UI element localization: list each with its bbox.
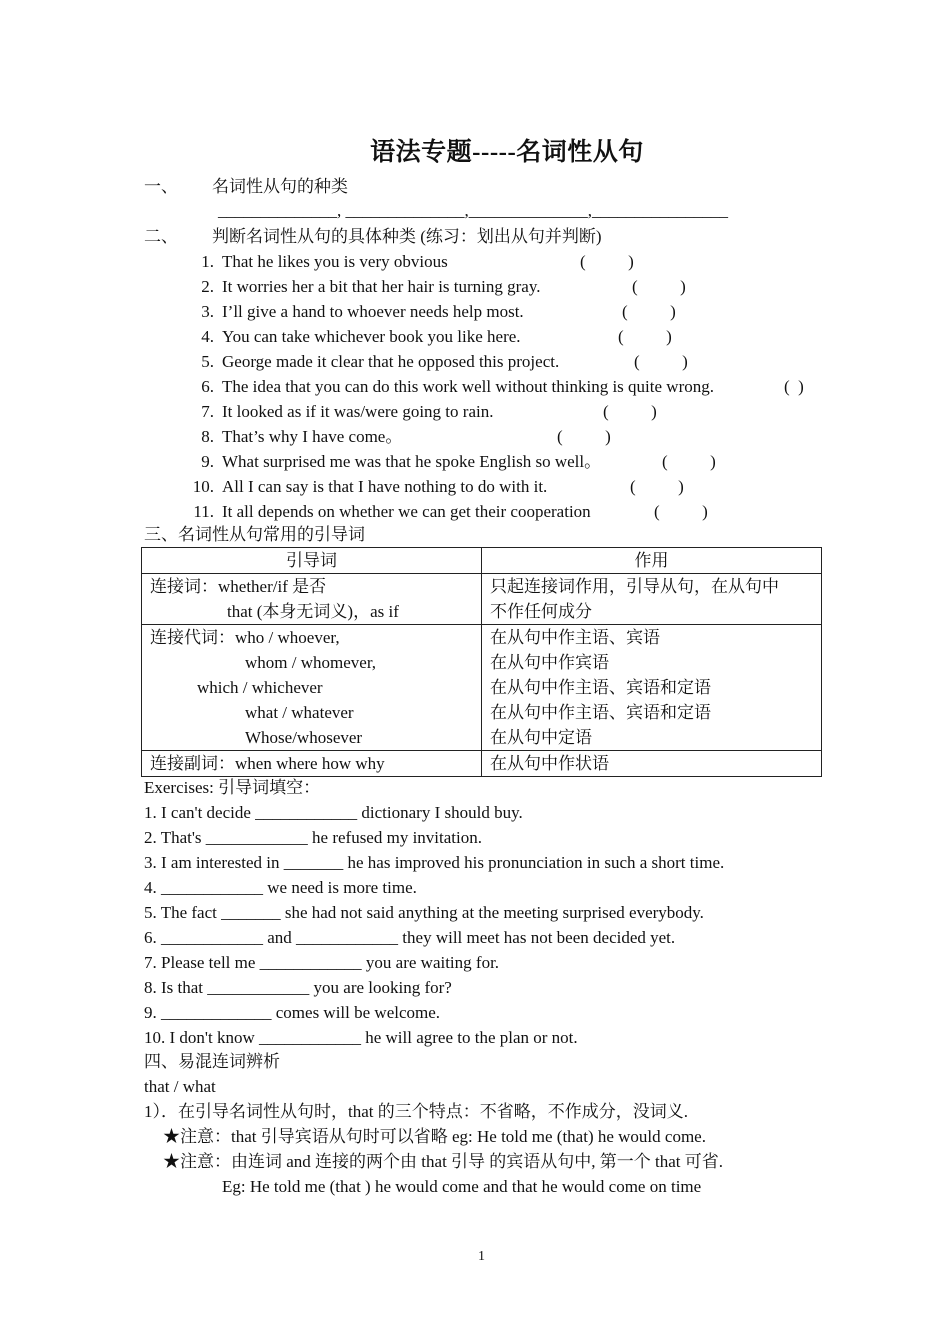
list-item-number: 7. xyxy=(201,402,214,421)
list-item-text: That he likes you is very obvious xyxy=(222,252,448,271)
section-3-heading: 三、名词性从句常用的引导词 xyxy=(144,525,365,544)
table-cell xyxy=(142,625,482,751)
answer-parentheses: ( ) xyxy=(557,427,611,446)
list-item-text: You can take whichever book you like here. xyxy=(222,327,521,346)
list-item-number: 8. xyxy=(201,427,214,446)
table-header-connector: 引导词 xyxy=(142,548,482,574)
table-cell-line: 只起连接词作用，引导从句，在从句中 xyxy=(490,577,779,596)
answer-parentheses: ( ) xyxy=(634,352,688,371)
answer-parentheses: ( ) xyxy=(662,452,716,471)
page-title: 语法专题-----名词性从句 xyxy=(370,139,644,166)
exercise-item: 2. That's ____________ he refused my invitation. xyxy=(144,828,482,847)
exercise-item: 3. I am interested in _______ he has improved his pronunciation in such a short time. xyxy=(144,853,725,872)
list-item-text: That’s why I have come。 xyxy=(222,427,403,446)
answer-parentheses: ( ) xyxy=(580,252,634,271)
list-item xyxy=(186,326,521,348)
exercises-heading: Exercises: 引导词填空： xyxy=(144,778,321,797)
exercise-item: 6. ____________ and ____________ they will meet has not been decided yet. xyxy=(144,928,676,947)
section-2-number: 二、 xyxy=(144,227,178,246)
exercise-item: 1. I can't decide ____________ dictionary I should buy. xyxy=(144,803,523,822)
list-item xyxy=(186,301,524,323)
list-item-text: What surprised me was that he spoke English so well。 xyxy=(222,452,602,471)
list-item xyxy=(186,451,601,473)
list-item-text: George made it clear that he opposed this project. xyxy=(222,352,560,371)
list-item xyxy=(186,426,402,448)
answer-parentheses: ( ) xyxy=(603,402,657,421)
table-row xyxy=(142,751,822,777)
section-1-heading xyxy=(144,176,348,198)
table-cell xyxy=(142,574,482,625)
exercise-item: 8. Is that ____________ you are looking for? xyxy=(144,978,452,997)
section-4-note-2: ★注意：由连词 and 连接的两个由 that 引导 的宾语从句中, 第一个 that 可省. xyxy=(163,1152,724,1171)
page-number: 1 xyxy=(478,1249,485,1264)
section-1-number: 一、 xyxy=(144,177,178,196)
answer-parentheses: ( ) xyxy=(622,302,676,321)
table-cell-line: 在从句中作宾语 xyxy=(490,653,609,672)
answer-parentheses: ( ) xyxy=(618,327,672,346)
list-item xyxy=(186,401,493,423)
section-2-heading xyxy=(144,226,602,248)
table-cell-line: 在从句中作主语、宾语 xyxy=(490,628,660,647)
answer-parentheses: ( ) xyxy=(654,502,708,521)
list-item-text: It all depends on whether we can get their cooperation xyxy=(222,502,591,521)
list-item xyxy=(186,276,541,298)
section-4-subheading: that / what xyxy=(144,1077,216,1096)
list-item-number: 1. xyxy=(201,252,214,271)
list-item xyxy=(186,251,448,273)
list-item xyxy=(186,501,591,523)
list-item-number: 9. xyxy=(201,452,214,471)
list-item-text: It worries her a bit that her hair is turning gray. xyxy=(222,277,541,296)
table-cell: 连接副词：when where how why xyxy=(142,751,482,777)
list-item-number: 10. xyxy=(192,477,214,496)
list-item-number: 11. xyxy=(193,502,214,521)
section-4-point-1: 1）．在引导名词性从句时，that 的三个特点：不省略，不作成分，没词义. xyxy=(144,1102,688,1121)
section-1-label: 名词性从句的种类 xyxy=(212,177,348,196)
table-cell-line: that (本身无词义)，as if xyxy=(227,602,399,621)
exercise-item: 7. Please tell me ____________ you are waiting for. xyxy=(144,953,500,972)
list-item-number: 6. xyxy=(201,377,214,396)
list-item-text: The idea that you can do this work well without thinking is quite wrong. xyxy=(222,377,714,396)
answer-parentheses: ( ) xyxy=(784,377,804,396)
exercise-item: 10. I don't know ____________ he will agree to the plan or not. xyxy=(144,1028,578,1047)
answer-parentheses: ( ) xyxy=(632,277,686,296)
table-cell-line: 连接代词：who / whoever, xyxy=(150,628,340,647)
table-cell xyxy=(482,625,822,751)
table-row xyxy=(142,625,822,751)
list-item-text: All I can say is that I have nothing to do with it. xyxy=(222,477,548,496)
section-4-example: Eg: He told me (that ) he would come and that he would come on time xyxy=(222,1177,702,1196)
connector-table xyxy=(141,547,822,777)
table-row xyxy=(142,574,822,625)
exercise-item: 5. The fact _______ she had not said anything at the meeting surprised everybody. xyxy=(144,903,704,922)
table-cell: 在从句中作状语 xyxy=(482,751,822,777)
exercise-item: 4. ____________ we need is more time. xyxy=(144,878,417,897)
table-header-function: 作用 xyxy=(482,548,822,574)
list-item-text: I’ll give a hand to whoever needs help most. xyxy=(222,302,524,321)
list-item-number: 5. xyxy=(201,352,214,371)
table-header-row xyxy=(142,548,822,574)
list-item xyxy=(186,351,559,373)
list-item-number: 2. xyxy=(201,277,214,296)
list-item xyxy=(186,376,714,398)
table-cell xyxy=(482,574,822,625)
answer-parentheses: ( ) xyxy=(630,477,684,496)
list-item-number: 3. xyxy=(201,302,214,321)
table-cell-line: Whose/whosever xyxy=(245,728,363,747)
section-1-blanks: ______________, ______________,______________,________________ xyxy=(218,201,728,220)
table-cell-line: 连接词：whether/if 是否 xyxy=(150,577,327,596)
section-4-note-1: ★注意：that 引导宾语从句时可以省略 eg: He told me (that) he would come. xyxy=(163,1127,706,1146)
table-cell-line: which / whichever xyxy=(197,678,323,697)
list-item-number: 4. xyxy=(201,327,214,346)
table-cell-line: 在从句中作主语、宾语和定语 xyxy=(490,678,711,697)
table-cell-line: 不作任何成分 xyxy=(490,602,592,621)
list-item-text: It looked as if it was/were going to rain. xyxy=(222,402,494,421)
section-4-heading: 四、易混连词辨析 xyxy=(144,1052,280,1071)
table-cell-line: 在从句中作主语、宾语和定语 xyxy=(490,703,711,722)
table-cell-line: what / whatever xyxy=(245,703,354,722)
list-item xyxy=(186,476,547,498)
table-cell-line: 在从句中定语 xyxy=(490,728,592,747)
exercise-item: 9. _____________ comes will be welcome. xyxy=(144,1003,441,1022)
section-2-label: 判断名词性从句的具体种类 (练习：划出从句并判断) xyxy=(212,227,602,246)
table-cell-line: whom / whomever, xyxy=(245,653,377,672)
